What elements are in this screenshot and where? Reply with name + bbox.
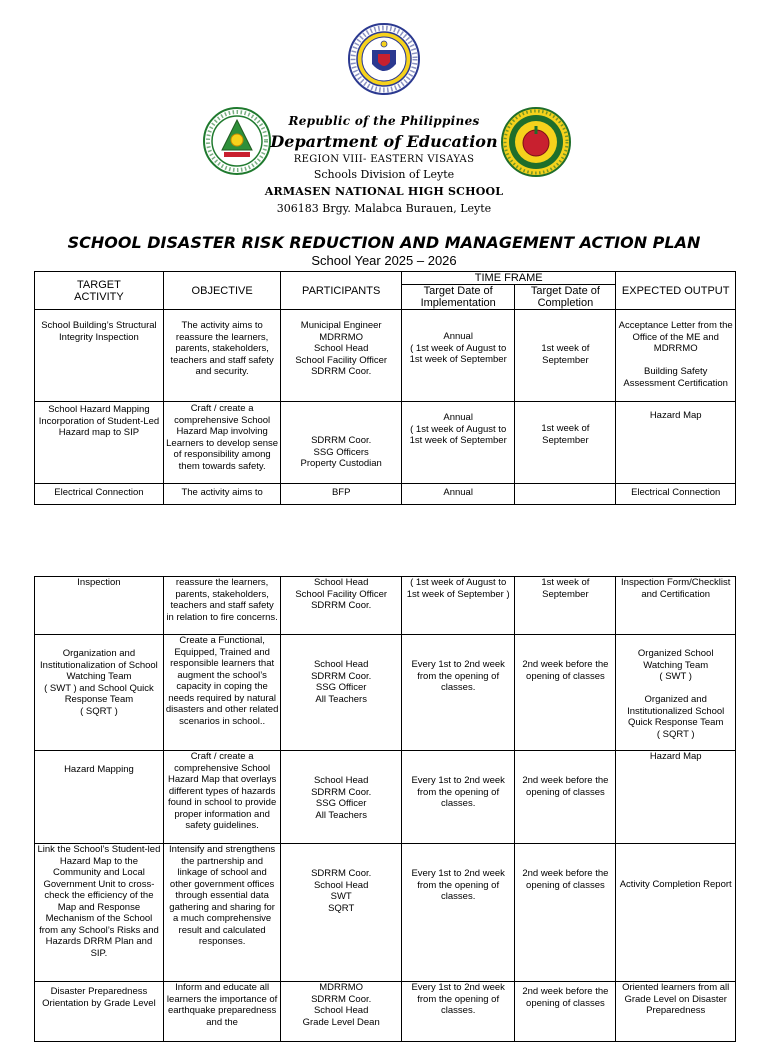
cell-completion	[515, 635, 616, 751]
division-heading: Schools Division of Leyte	[313, 168, 455, 181]
cell-activity	[35, 310, 164, 402]
table-row	[35, 982, 736, 1042]
objective-text: reassure the learners, parents, stakeholders, teachers and staff safety in relation to fire concerns.	[166, 577, 278, 623]
action-plan-table-page-1	[34, 271, 736, 505]
activity-text: Disaster Preparedness Orientation by Grade Level	[42, 986, 156, 1009]
participants-text: SDRRM Coor. School Head SWT SQRT	[311, 868, 372, 914]
cell-participants	[281, 577, 402, 635]
activity-text: School Hazard Mapping Incorporation of Student-Led Hazard map to SIP	[38, 404, 160, 438]
action-plan-table-page-2	[34, 576, 736, 1042]
completion-text: 2nd week before the opening of classes	[522, 868, 609, 891]
activity-text: School Building’s Structural Integrity Inspection	[41, 320, 157, 343]
objective-text: Intensify and strengthens the partnership and linkage of school and other government offices through essential data gathering and sharing for a much comprehensive result and calculated responses.	[169, 844, 276, 947]
activity-text: Organization and Institutionalization of School Watching Team ( SWT ) and School Quick Response Team ( SQRT )	[40, 648, 158, 717]
cell-output	[616, 844, 736, 982]
header-implementation: Target Date of Implementation	[401, 285, 514, 310]
cell-participants	[281, 982, 402, 1042]
cell-implementation	[401, 751, 514, 844]
completion-text: 2nd week before the opening of classes	[522, 659, 609, 682]
output-text: Electrical Connection	[631, 487, 721, 498]
cell-activity	[35, 635, 164, 751]
participants-text: School Head SDRRM Coor. SSG Officer All Teachers	[311, 659, 372, 705]
header-participants: PARTICIPANTS	[281, 272, 402, 310]
cell-activity	[35, 751, 164, 844]
activity-text: Electrical Connection	[54, 487, 144, 498]
implementation-text: Annual ( 1st week of August to 1st week of September	[409, 331, 507, 365]
table-row	[35, 402, 736, 484]
cell-objective	[163, 751, 281, 844]
cell-output	[616, 751, 736, 844]
table-row	[35, 310, 736, 402]
school-name: ARMASEN NATIONAL HIGH SCHOOL	[264, 185, 504, 198]
cell-objective	[163, 635, 281, 751]
republic-heading: Republic of the Philippines	[288, 114, 480, 128]
implementation-text: Every 1st to 2nd week from the opening of classes.	[411, 659, 505, 693]
objective-text: Craft / create a comprehensive School Hazard Map involving Learners to develop sense of responsibility among them towards safety.	[166, 403, 279, 472]
cell-output	[616, 982, 736, 1042]
cell-activity	[35, 844, 164, 982]
output-text: Organized School Watching Team ( SWT ) Organized and Institutionalized School Quick Response Team ( SQRT )	[627, 648, 725, 740]
output-text: Oriented learners from all Grade Level on Disaster Preparedness	[622, 982, 730, 1016]
cell-participants	[281, 844, 402, 982]
document-title: SCHOOL DISASTER RISK REDUCTION AND MANAGEMENT ACTION PLAN	[67, 233, 701, 252]
output-text: Hazard Map	[649, 410, 702, 421]
implementation-text: Every 1st to 2nd week from the opening of classes.	[411, 775, 505, 809]
participants-text: Municipal Engineer MDRRMO School Head School Facility Officer SDRRM Coor.	[295, 320, 388, 377]
cell-participants	[281, 635, 402, 751]
cell-completion	[515, 844, 616, 982]
participants-text: MDRRMO SDRRM Coor. School Head Grade Level Dean	[302, 982, 380, 1028]
cell-completion	[515, 402, 616, 484]
objective-text: Inform and educate all learners the importance of earthquake preparedness and the	[166, 982, 278, 1028]
cell-objective	[163, 844, 281, 982]
cell-objective	[163, 484, 281, 505]
cell-implementation	[401, 484, 514, 505]
implementation-text: Annual ( 1st week of August to 1st week of September	[409, 412, 507, 446]
cell-activity	[35, 484, 164, 505]
school-address: 306183 Brgy. Malabca Burauen, Leyte	[276, 202, 492, 215]
cell-objective	[163, 310, 281, 402]
table-row	[35, 484, 736, 505]
cell-implementation	[401, 982, 514, 1042]
cell-completion	[515, 577, 616, 635]
header-time-frame: TIME FRAME	[401, 272, 615, 285]
cell-completion	[515, 484, 616, 505]
completion-text: 2nd week before the opening of classes	[522, 986, 609, 1009]
output-text: Hazard Map	[649, 751, 702, 762]
cell-objective	[163, 982, 281, 1042]
completion-text: 1st week of September	[541, 343, 590, 366]
table-row	[35, 577, 736, 635]
table-row	[35, 844, 736, 982]
participants-text: SDRRM Coor. SSG Officers Property Custodian	[300, 435, 382, 469]
objective-text: Craft / create a comprehensive School Hazard Map that overlays different types of hazards found in school to provide proper information and safety guidelines.	[167, 751, 277, 831]
table-row	[35, 751, 736, 844]
completion-text: 1st week of September	[541, 577, 590, 600]
output-text: Inspection Form/Checklist and Certification	[621, 577, 731, 600]
region-heading: REGION VIII- EASTERN VISAYAS	[293, 154, 475, 165]
cell-implementation	[401, 310, 514, 402]
implementation-text: Annual	[443, 487, 473, 498]
completion-text: 1st week of September	[541, 423, 590, 446]
table-row	[35, 635, 736, 751]
activity-text: Inspection	[77, 577, 121, 588]
cell-objective	[163, 402, 281, 484]
objective-text: Create a Functional, Equipped, Trained and responsible learners that augment the school’s capacity in coping the needs required by natural disasters and other related scenarios in school..	[165, 635, 279, 727]
header-target-activity: TARGET ACTIVITY	[35, 272, 164, 310]
implementation-text: Every 1st to 2nd week from the opening of classes.	[411, 982, 505, 1016]
cell-output	[616, 402, 736, 484]
objective-text: The activity aims to reassure the learners, parents, stakeholders, teachers and staff safety and security.	[170, 320, 274, 377]
cell-completion	[515, 310, 616, 402]
activity-text: Link the School’s Student-led Hazard Map to the Community and Local Government Unit to cross-check the efficiency of the Map and Response Mechanism of the School from any School’s Risks and Hazards DRRM Plan and SIP.	[37, 844, 161, 959]
cell-objective	[163, 577, 281, 635]
cell-activity	[35, 402, 164, 484]
output-text: Acceptance Letter from the Office of the ME and MDRRMO Building Safety Assessment Certification	[618, 320, 733, 389]
cell-output	[616, 635, 736, 751]
header-objective: OBJECTIVE	[163, 272, 281, 310]
participants-text: BFP	[331, 487, 351, 498]
output-text: Activity Completion Report	[619, 879, 732, 890]
participants-text: School Head School Facility Officer SDRRM Coor.	[295, 577, 388, 611]
school-year: School Year 2025 – 2026	[311, 253, 457, 268]
cell-activity	[35, 982, 164, 1042]
implementation-text: ( 1st week of August to 1st week of September )	[406, 577, 510, 600]
header-expected-output: EXPECTED OUTPUT	[616, 272, 736, 310]
cell-participants	[281, 402, 402, 484]
deped-seal-icon	[347, 22, 421, 96]
cell-participants	[281, 751, 402, 844]
header-completion: Target Date of Completion	[515, 285, 616, 310]
cell-completion	[515, 751, 616, 844]
cell-participants	[281, 484, 402, 505]
cell-implementation	[401, 577, 514, 635]
cell-output	[616, 484, 736, 505]
cell-output	[616, 310, 736, 402]
participants-text: School Head SDRRM Coor. SSG Officer All Teachers	[311, 775, 372, 821]
completion-text: 2nd week before the opening of classes	[522, 775, 609, 798]
cell-implementation	[401, 635, 514, 751]
implementation-text: Every 1st to 2nd week from the opening of classes.	[411, 868, 505, 902]
cell-participants	[281, 310, 402, 402]
cell-output	[616, 577, 736, 635]
cell-activity	[35, 577, 164, 635]
cell-implementation	[401, 844, 514, 982]
department-heading: Department of Education	[270, 132, 498, 151]
cell-completion	[515, 982, 616, 1042]
cell-implementation	[401, 402, 514, 484]
activity-text: Hazard Mapping	[64, 764, 134, 775]
objective-text: The activity aims to	[181, 487, 263, 498]
